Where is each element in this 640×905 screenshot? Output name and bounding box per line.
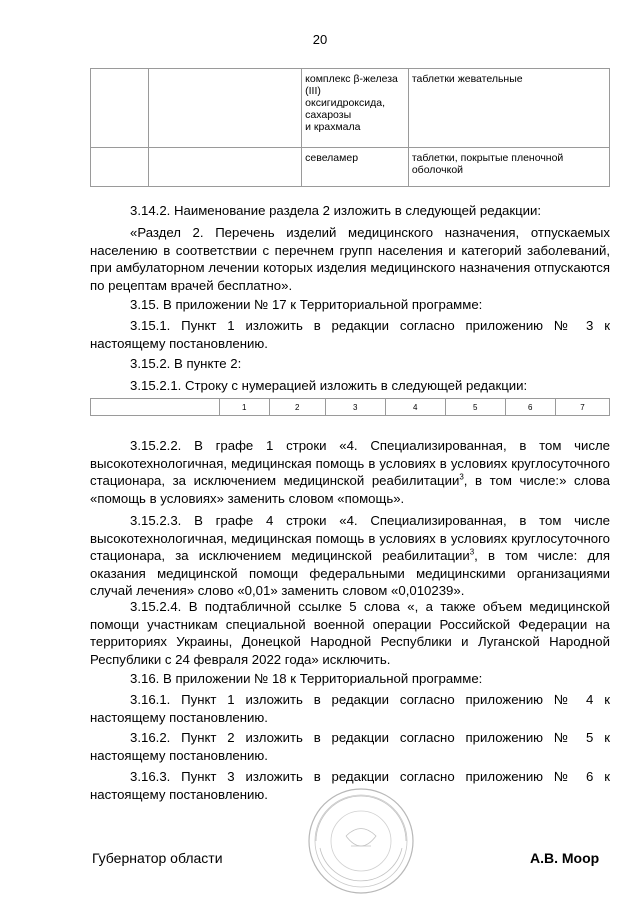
number-cell: 1 (219, 399, 269, 416)
paragraph-3-14-2: 3.14.2. Наименование раздела 2 изложить в следующей редакции: (130, 203, 542, 218)
number-cell: 2 (269, 399, 325, 416)
paragraph-3-15-2-3 (90, 512, 610, 600)
substance-cell (302, 69, 409, 148)
paragraph-3-15-2: 3.15.2. В пункте 2: (130, 356, 242, 371)
paragraph-3-15-2-1: 3.15.2.1. Строку с нумерацией изложить в следующей редакции: (130, 378, 528, 393)
number-cell (91, 399, 220, 416)
substance-line: севеламер (305, 152, 359, 164)
paragraph-3-16-2: 3.16.2. Пункт 2 изложить в редакции согласно приложению № 5 к настоящему постановлению. (90, 730, 610, 763)
official-seal (306, 786, 416, 896)
paragraph-3-15-1: 3.15.1. Пункт 1 изложить в редакции согласно приложению № 3 к настоящему постановлению. (90, 318, 610, 351)
table-row (91, 399, 610, 416)
drug-table (90, 68, 610, 187)
signature-position: Губернатор области (92, 850, 223, 866)
substance-line: (III) (305, 85, 321, 97)
numbering-row-table (90, 398, 610, 416)
table-row (91, 148, 610, 187)
paragraph-3-16-3: 3.16.3. Пункт 3 изложить в редакции согласно приложению № 6 к настоящему постановлению. (90, 769, 610, 802)
footnote-ref: 3 (469, 547, 475, 557)
number-cell: 6 (505, 399, 555, 416)
substance-line: оксигидроксида, (305, 97, 386, 109)
substance-line: комплекс β-железа (305, 73, 398, 85)
paragraph-3-15-2-2 (90, 437, 610, 507)
footnote-ref: 3 (459, 472, 464, 482)
paragraph-text: 3.15.2.2. В графе 1 строки «4. Специализированная, в том числе высокотехнологичная, медицинская помощь в условиях в условиях круглосуточного стационара, за исключением медицинской реабилитации (90, 438, 610, 488)
table-cell (149, 69, 302, 148)
page-number: 20 (312, 32, 328, 47)
paragraph-3-16: 3.16. В приложении № 18 к Территориальной программе: (130, 671, 483, 686)
paragraph-3-15-2-4: 3.15.2.4. В подтабличной ссылке 5 слова «, а также объем медицинской помощи участникам специальной военной операции Российской Федерации на территориях Украины, Донецкой Народной Республики и Луганской Народной Республики с 24 февраля 2022 года» исключить. (90, 599, 610, 667)
paragraph-3-15: 3.15. В приложении № 17 к Территориальной программе: (130, 297, 483, 312)
number-cell: 7 (555, 399, 609, 416)
substance-cell (302, 148, 409, 187)
number-cell: 5 (445, 399, 505, 416)
substance-line: сахарозы (305, 109, 352, 121)
paragraph-text: 3.15.2.3. В графе 4 строки «4. Специализированная, в том числе высокотехнологичная, медицинская помощь в условиях в условиях круглосуточного стационара, за исключением медицинской реабилитации (90, 513, 610, 563)
paragraph-text: , в том числе: для оказания медицинской помощи федеральными медицинскими организациями случай лечения» слово «0,01» заменить словом «0,010239». (90, 548, 610, 598)
form-cell: таблетки, покрытые пленочной оболочкой (408, 148, 609, 187)
paragraph-section-2-title: «Раздел 2. Перечень изделий медицинского назначения, отпускаемых населению в соответствии с перечнем групп населения и категорий заболеваний, при амбулаторном лечении которых изделия медицинского назначения отпускаются по рецептам врачей бесплатно». (90, 225, 610, 293)
number-cell: 4 (385, 399, 445, 416)
table-row (91, 69, 610, 148)
form-cell: таблетки жевательные (408, 69, 609, 148)
table-cell (91, 148, 149, 187)
paragraph-text: , в том числе:» слова «помощь в условиях» заменить словом «помощь». (90, 473, 610, 506)
table-cell (149, 148, 302, 187)
table-cell (91, 69, 149, 148)
signature-name: А.В. Моор (530, 850, 600, 866)
substance-line: и крахмала (305, 121, 361, 133)
number-cell: 3 (325, 399, 385, 416)
paragraph-3-16-1: 3.16.1. Пункт 1 изложить в редакции согласно приложению № 4 к настоящему постановлению. (90, 692, 610, 725)
